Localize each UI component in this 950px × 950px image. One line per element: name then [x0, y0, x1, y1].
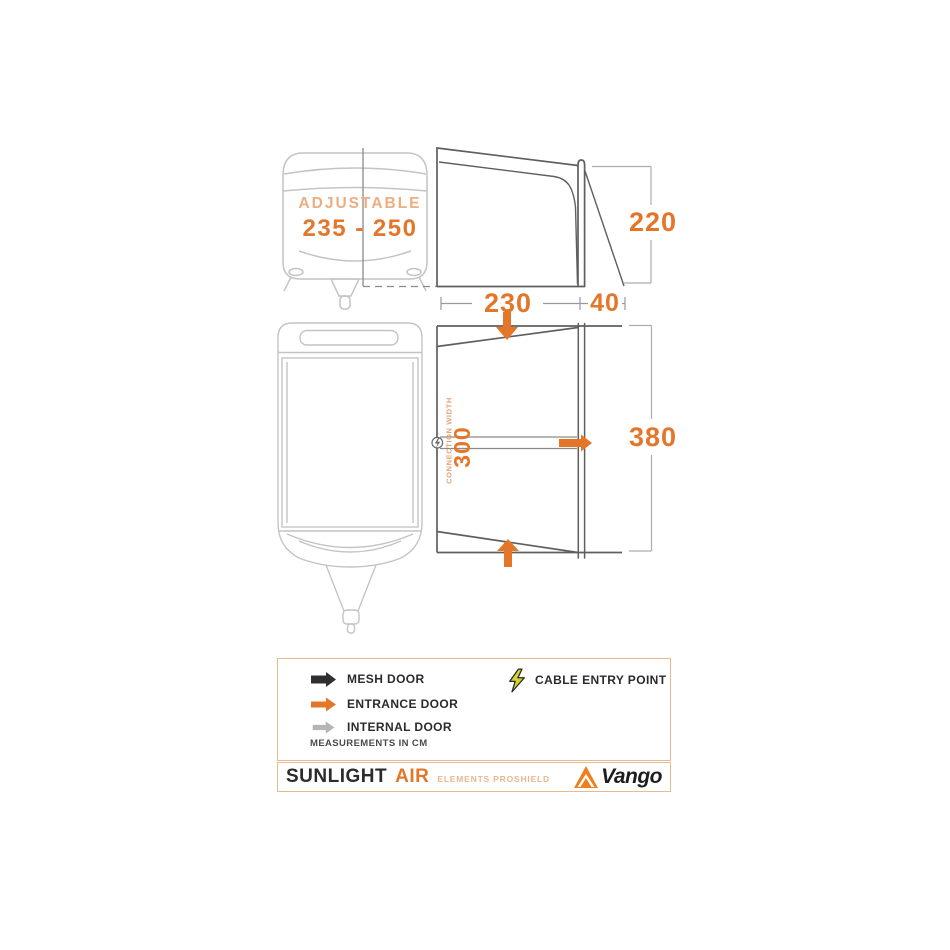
brand-name: Vango	[601, 765, 662, 788]
guy-line	[585, 171, 624, 286]
product-variant: AIR	[395, 766, 430, 787]
legend-cable-entry-label: CABLE ENTRY POINT	[535, 673, 667, 687]
connection-width-label: CONNECTION WIDTH	[444, 397, 454, 484]
guy-dimension-value: 40	[590, 289, 620, 317]
depth-dimension-value: 230	[483, 288, 533, 318]
caravan-top-view	[278, 323, 422, 633]
vango-logo	[573, 763, 662, 791]
measurements-note: MEASUREMENTS IN CM	[310, 738, 428, 749]
vango-triangle-icon	[573, 765, 599, 789]
awning-side-view	[437, 148, 624, 287]
drawbar	[326, 565, 376, 611]
adjustable-label: ADJUSTABLE	[298, 195, 422, 212]
legend-internal-door-label: INTERNAL DOOR	[347, 720, 452, 734]
mesh-door-arrow-icon	[311, 672, 337, 687]
hitch-icon	[331, 279, 359, 296]
roof-window	[300, 331, 398, 346]
entrance-door-arrow-icon	[311, 697, 337, 712]
internal-door-arrow-icon	[312, 721, 336, 734]
air-beam	[578, 160, 585, 287]
legend-entrance-door-label: ENTRANCE DOOR	[347, 697, 459, 711]
height-dimension-value: 220	[628, 206, 678, 237]
lightning-bolt-icon	[507, 668, 527, 693]
fabric-name: ELEMENTS PROSHIELD	[437, 774, 550, 784]
footer-bar	[277, 762, 671, 792]
legend-box	[277, 658, 671, 761]
product-name: SUNLIGHT	[286, 766, 388, 787]
adjustable-range-value: 235 - 250	[302, 215, 418, 242]
product-title	[286, 763, 550, 791]
legend-mesh-door-label: MESH DOOR	[347, 672, 425, 686]
width-dimension-value: 380	[628, 422, 678, 452]
connection-width-value: 300	[448, 426, 475, 468]
